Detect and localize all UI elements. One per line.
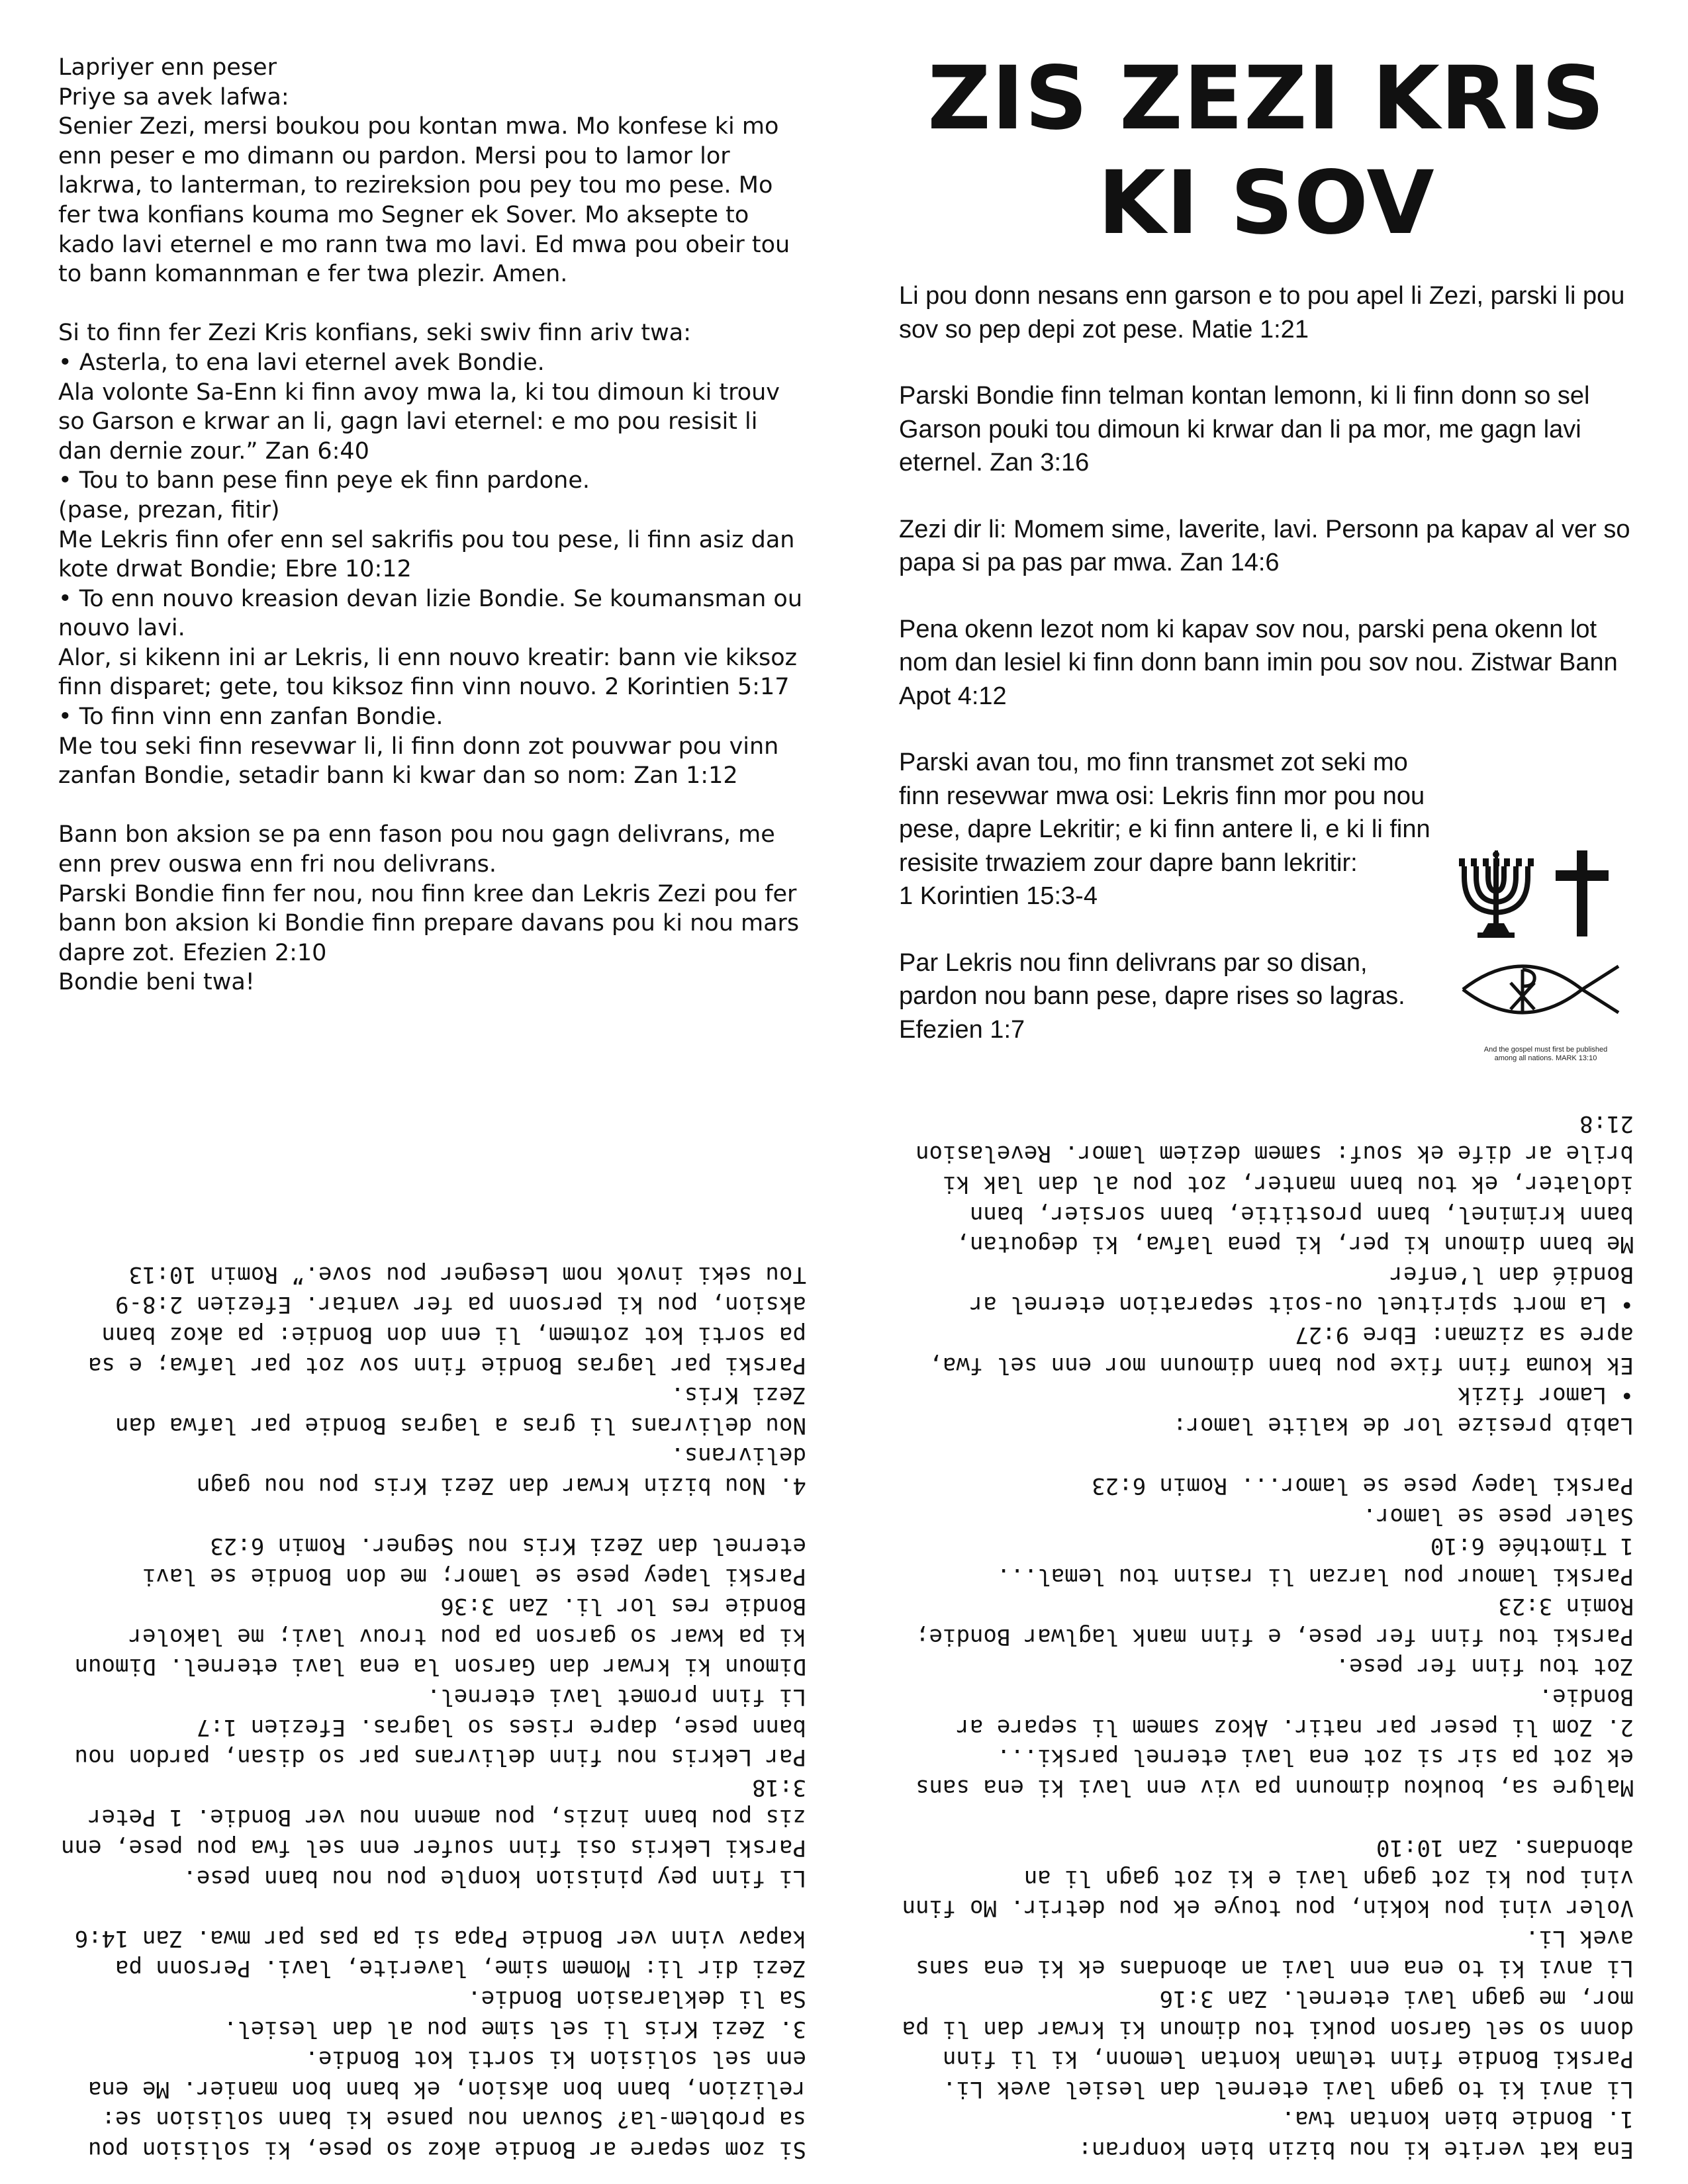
verse: Zezi dir li: Momem sime, laverite, lavi. Personn pa kapav al ver so papa si pa pas par mwa. Zan 14:6 bbox=[899, 515, 1630, 576]
ichthys-chi-rho-icon bbox=[1463, 966, 1618, 1013]
prayer-text: Lapriyer enn peser Priye sa avek lafwa: Senier Zezi, mersi boukou pou kontan mwa. Mo konfese ki mo enn peser e mo dimann ou pardon. Mersi pou to lamor lor lakrwa, to lanterman, to rezireksion pou pey tou mo pese. Mo fer twa konfians kouma mo Segner ek Sover. Mo aksepte to kado lavi eternel e mo rann twa mo lavi. Ed mwa pou obeir tou to bann komannman e fer twa plezir. Amen. Si to finn fer Zezi Kris konfians, seki swiv finn ariv twa: • Asterla, to ena lavi eternel avek Bondie. Ala volonte Sa-Enn ki finn avoy mwa la, ki tou dimoun ki trouv so Garson e krwar an li, gagn lavi eternel: e mo pou resisit li dan dernie zour.” Zan 6:40 • Tou to bann pese finn peye ek finn pardone. (pase, prezan, fitir) Me Lekris finn ofer enn sel sakrifis pou tou pese, li finn asiz dan kote drwat Bondie; Ebre 10:12 • To enn nouvo kreasion devan lizie Bondie. Se koumansman ou nouvo lavi. Alor, si kikenn ini ar Lekris, li enn nouvo kreatir: bann vie kiksoz finn disparet; gete, tou kiksoz finn vinn nouvo. 2 Korintien 5:17 • To finn vinn enn zanfan Bondie. Me tou seki finn resevwar li, li finn donn zot pouvwar pou vinn zanfan Bondie, setadir bann ki kwar dan so nom: Zan 1:12 Bann bon aksion se pa enn fason pou nou gagn delivrans, me enn prev ouswa enn fri nou delivrans. Parski Bondie finn fer nou, nou finn kree dan Lekris Zezi pou fer bann bon aksion ki Bondie finn prepare davans pou ki nou mars dapre zot. Efezien 2:10 Bondie beni twa! bbox=[58, 54, 802, 996]
cover-panel bbox=[899, 46, 1634, 1044]
verse: Parski avan tou, mo finn transmet zot seki mo finn resevwar mwa osi: Lekris finn mor pou nou pese, dapre Lekritir; e ki finn antere li, e ki li finn resisite trwaziem zour dapre bann lekritir: 1 Korintien 15:3-4 bbox=[899, 749, 1430, 910]
truths-panel-continued bbox=[58, 1125, 806, 2164]
menorah-icon bbox=[1459, 850, 1534, 938]
verse: Pena okenn lezot nom ki kapav sov nou, parski pena okenn lot nom dan lesiel ki finn donn bann imin pou sov nou. Zistwar Bann Apot 4:12 bbox=[899, 615, 1618, 710]
prayer-panel bbox=[58, 53, 806, 997]
truths-text: Ena kat verite ki nou bizin bien konpran: 1. Bondie bien kontan twa. Li anvi ki to gagn lavi eternel dan lesiel avek Li. Parski Bondie finn telman kontan lemonn, ki li finn donn so sel Garson pouki tou dimoun ki krwar dan li pa mor, me gagn lavi eternel. Zan 3:16 Li anvi ki to ena enn lavi an abondans ek ki ena sans avek Li. Voler vini pou kokin, pou touye ek pou detrir. Mo finn vini pou ki zot gagn lavi e ki zot gagn li an abondans. Zan 10:10 Malgre sa, boukou dimounn pa viv enn lavi ki ena sans ek zot pa sir si zot ena lavi eternel parski... 2. Zom li peser par natir. Akoz samem li separe ar Bondie. Zot tou finn fer pese. Parski tou finn fer pese, e finn mank laglwar Bondie; Romin 3:23 Parski lamour pou larzan li rasinn tou lemal... 1 Timothée 6:10 Saler pese se lamor. Parski lapey pese se lamor... Romin 6:23 Labib presize lor de kalite lamor: • Lamor fizik Ek kouma finn fixe pou bann dimounn mor enn sel fwa, apre sa zizman: Ebre 9:27 • La mort spirituel ou-soit separation eternel ar Bondié dan l’enfer Me bann dimoun ki per, ki pena lafwa, ki degoutan, bann kriminel, bann prostitie, bann sorsier, bann idolater, ek tou bann manter, zot pou al dan lak ki brile ar dife ek souf: samem deziem lamor. Revelasion 21:8 bbox=[902, 1110, 1634, 2163]
truths-panel bbox=[899, 1110, 1634, 2164]
cross-icon bbox=[1556, 850, 1609, 936]
cover-title-line1: ZIS ZEZI KRIS bbox=[927, 48, 1605, 150]
cover-title bbox=[899, 46, 1634, 255]
truths-continued-text: Si zom separe ar Bondie akoz so pese, ki solision pou sa problem-la? Souvan nou panse ki bann solision se: relizion, bann bon aksion, ek bann bon manier. Me ena enn sel solision ki sorti kot Bondie. 3. Zezi Kris li sel sime pou al dan lesiel. Sa li deklarasion Bondie. Zezi dir li: Momem sime, laverite, lavi. Personn pa kapav vinn ver Bondie Papa si pa pas par mwa. Zan 14:6 Li finn pey pinision konple pou nou bann pese. Parski Lekris osi finn soufer enn sel fwa pou pese, enn zis pou bann inzis, pou amenn nou ver Bondie. 1 Peter 3:18 Par Lekris nou finn delivrans par so disan, pardon nou bann pese, dapre rises so lagras. Efezien 1:7 Li finn promet lavi eternel. Dimoun ki krwar dan Garson la ena lavi eternel. Dimoun ki pa kwar so garson pa pou trouv lavi; me lakoler Bondie res lor li. Zan 3:36 Parski lapey pese se lamor; me don Bondie se lavi eternel dan Zezi Kris nou Segner. Romin 6:23 4. Nou bizin krwar dan Zezi Kris pou nou gagn delivrans. Nou delivrans li gras a lagras Bondie par lafwa dan Zezi Kris. Parski par lagras Bondie finn sov zot par lafwa; e sa pa sorti kot zotmem, li enn don Bondie: pa akoz bann aksion, pou ki personn pa fer vantar. Efezien 2:8-9 Tou seki invok nom Lesegner pou sove.” Romin 10:13 bbox=[61, 1261, 806, 2163]
verse: Par Lekris nou finn delivrans par so disan, pardon nou bann pese, dapre rises so lagras. Efezien 1:7 bbox=[899, 948, 1405, 1044]
verse: Parski Bondie finn telman kontan lemonn, ki li finn donn so sel Garson pouki tou dimoun ki krwar dan li pa mor, me gagn lavi eternel. Zan 3:16 bbox=[899, 382, 1590, 477]
symbols-block bbox=[1456, 850, 1635, 1062]
symbols-graphic bbox=[1456, 850, 1635, 1042]
cover-title-line2: KI SOV bbox=[1098, 152, 1435, 254]
verse: Li pou donn nesans enn garson e to pou apel li Zezi, parski li pou sov so pep depi zot pese. Matie 1:21 bbox=[899, 282, 1625, 343]
symbols-caption: And the gospel must first be published among all nations. MARK 13:10 bbox=[1483, 1046, 1608, 1062]
